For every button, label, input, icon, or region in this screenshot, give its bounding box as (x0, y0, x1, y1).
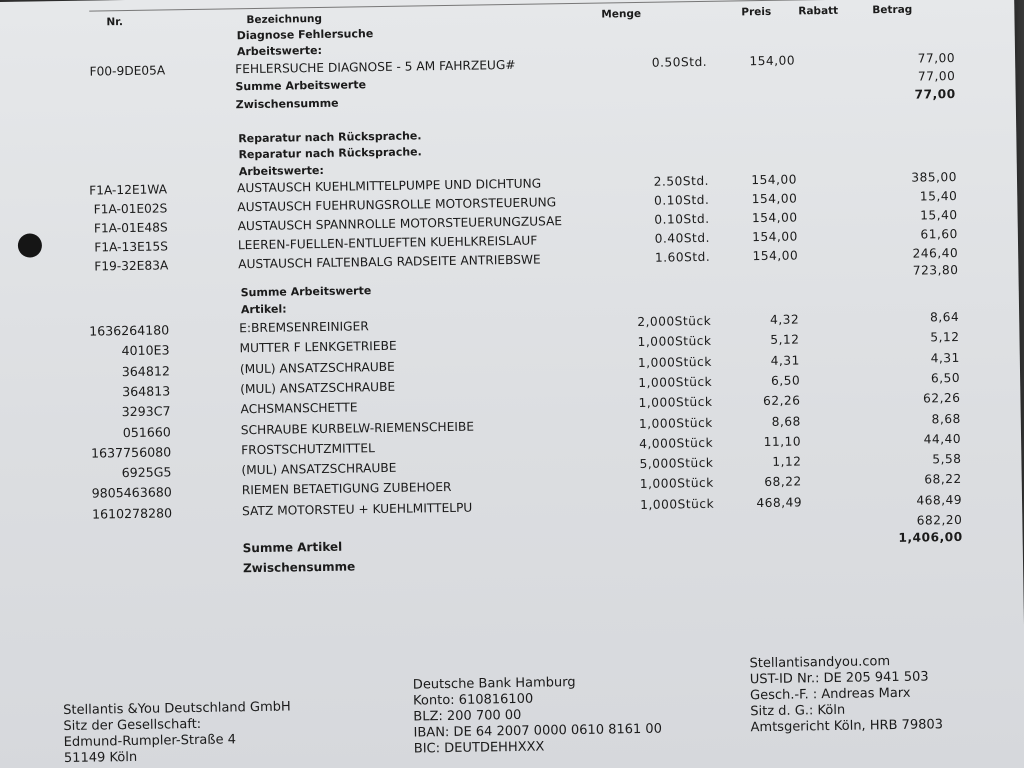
column-header-bezeichnung: Bezeichnung (246, 12, 323, 27)
item-number: 4010E3 (121, 342, 170, 359)
section-title: Diagnose Fehlersuche (236, 27, 374, 43)
summe-value: 77,00 (917, 68, 956, 84)
item-amount: 4,31 (930, 350, 960, 365)
artikel-label: Artikel: (240, 302, 287, 317)
item-quantity: 1,000Stück (638, 374, 713, 390)
item-description: AUSTAUSCH FUEHRUNGSROLLE MOTORSTEUERUNG (237, 195, 557, 215)
column-header-betrag: Betrag (872, 3, 913, 17)
arbeitswerte-label-2: Arbeitswerte: (238, 163, 324, 179)
item-number: 1637756080 (90, 444, 172, 461)
item-quantity: 0.10Std. (654, 211, 710, 227)
item-description: E:BREMSENREINIGER (239, 319, 369, 336)
item-description: RIEMEN BETAETIGUNG ZUBEHOER (241, 480, 452, 498)
summe-artikel-label: Summe Artikel (242, 539, 343, 556)
item-amount: 44,40 (923, 431, 962, 447)
item-quantity: 1,000Stück (640, 496, 715, 512)
item-amount: 468,49 (916, 492, 963, 508)
item-amount: 15,40 (919, 188, 958, 204)
footer-company: Stellantis &You Deutschland GmbH Sitz der Gesellschaft: Edmund-Rumpler-Straße 4 51149 Köln (63, 699, 291, 767)
item-quantity: 0.40Std. (654, 230, 710, 246)
item-description: SATZ MOTORSTEU + KUEHLMITTELPU (242, 500, 473, 518)
column-header-preis: Preis (741, 5, 772, 19)
item-description: FEHLERSUCHE DIAGNOSE - 5 AM FAHRZEUG# (235, 57, 516, 77)
item-number: F1A-01E48S (93, 220, 168, 236)
item-description: MUTTER F LENKGETRIEBE (239, 339, 397, 356)
item-number: 364813 (122, 383, 171, 399)
item-price: 154,00 (752, 248, 799, 264)
item-quantity: 0.10Std. (653, 192, 710, 208)
zwischensumme-label: Zwischensumme (235, 96, 339, 112)
item-quantity: 1.60Std. (654, 249, 711, 265)
item-price: 4,31 (770, 353, 800, 368)
item-description: LEEREN-FUELLEN-ENTLUEFTEN KUEHLKREISLAUF (237, 233, 538, 253)
item-description: AUSTAUSCH FALTENBALG RADSEITE ANTRIEBSWE (238, 252, 541, 272)
item-amount: 8,64 (929, 309, 960, 325)
item-amount: 246,40 (912, 245, 959, 261)
item-price: 154,00 (751, 172, 798, 188)
footer-bank: Deutsche Bank Hamburg Konto: 610816100 BLZ: 200 700 00 IBAN: DE 64 2007 0000 0610 8161 00 BIC: DEUTDEHHXXX (412, 675, 663, 757)
item-amount: 6,50 (930, 370, 961, 386)
item-price: 154,00 (752, 229, 798, 245)
arbeit-total-value: 723,80 (912, 262, 959, 278)
item-price: 11,10 (763, 434, 802, 449)
item-amount: 62,26 (922, 391, 961, 406)
item-price: 5,12 (770, 332, 800, 348)
column-header-nr: Nr. (106, 16, 123, 29)
column-header-rabatt: Rabatt (798, 4, 839, 18)
item-number: F19-32E83A (94, 258, 169, 274)
footer-legal: Stellantisandyou.com UST-ID Nr.: DE 205 941 503 Gesch.-F. : Andreas Marx Sitz d. G.: Köln Amtsgericht Köln, HRB 79803 (749, 654, 944, 736)
item-description: AUSTAUSCH KUEHLMITTELPUMPE UND DICHTUNG (236, 176, 542, 196)
item-quantity: 0.50Std. (651, 54, 708, 70)
section-reparatur-2: Reparatur nach Rücksprache. (238, 145, 422, 162)
section-reparatur-1: Reparatur nach Rücksprache. (238, 129, 422, 146)
item-number: F1A-01E02S (93, 201, 168, 217)
item-number: F1A-13E15S (94, 239, 169, 255)
item-price: 8,68 (771, 413, 801, 429)
item-amount: 385,00 (911, 169, 958, 185)
item-amount: 8,68 (931, 411, 961, 426)
item-amount: 61,60 (920, 226, 958, 242)
artikel-total-value: 682,20 (916, 512, 963, 528)
item-quantity: 2.50Std. (653, 173, 710, 189)
header-rule (89, 0, 979, 12)
item-number: 1636264180 (89, 322, 170, 339)
arbeitswerte-label-1: Arbeitswerte: (236, 43, 323, 59)
item-quantity: 1,000Stück (638, 415, 713, 431)
item-number: 051660 (122, 423, 171, 440)
item-description: (MUL) ANSATZSCHRAUBE (240, 379, 396, 397)
item-number: F1A-12E1WA (89, 182, 168, 198)
item-price: 62,26 (762, 393, 801, 409)
item-price: 6,50 (770, 373, 801, 388)
summe-label: Summe Arbeitswerte (235, 78, 367, 94)
zwischensumme-label-2: Zwischensumme (242, 559, 356, 576)
item-quantity: 1,000Stück (637, 334, 712, 350)
item-quantity: 4,000Stück (639, 435, 714, 451)
zwischensumme-value: 77,00 (914, 86, 956, 102)
item-price: 154,00 (751, 191, 798, 207)
item-number: F00-9DE05A (89, 63, 166, 79)
item-amount: 5,12 (930, 330, 960, 345)
item-description: (MUL) ANSATZSCHRAUBE (241, 460, 397, 478)
item-number: 364812 (121, 362, 171, 379)
item-quantity: 1,000Stück (637, 354, 712, 370)
item-number: 9805463680 (91, 484, 172, 501)
item-description: FROSTSCHUTZMITTEL (241, 440, 375, 458)
item-description: ACHSMANSCHETTE (240, 400, 358, 417)
summe-arbeitswerte-label-2: Summe Arbeitswerte (240, 284, 372, 300)
item-amount: 15,40 (920, 207, 958, 223)
item-price: 154,00 (749, 53, 796, 69)
item-amount: 68,22 (924, 472, 962, 487)
item-price: 1,12 (772, 454, 802, 469)
item-number: 1610278280 (91, 505, 173, 522)
item-quantity: 5,000Stück (639, 455, 714, 472)
item-price: 154,00 (751, 210, 798, 226)
item-quantity: 1,000Stück (639, 476, 714, 492)
item-price: 468,49 (756, 495, 803, 510)
item-amount: 77,00 (917, 50, 956, 66)
item-number: 3293C7 (121, 403, 171, 420)
item-amount: 5,58 (932, 452, 962, 467)
item-quantity: 1,000Stück (638, 395, 713, 411)
item-description: AUSTAUSCH SPANNROLLE MOTORSTEUERUNGZUSAE (237, 214, 563, 234)
item-number: 6925G5 (121, 464, 172, 481)
item-description: (MUL) ANSATZSCHRAUBE (239, 359, 395, 376)
column-header-menge: Menge (601, 7, 642, 21)
item-quantity: 2,000Stück (637, 313, 712, 329)
item-price: 4,32 (769, 312, 800, 327)
item-description: SCHRAUBE KURBELW-RIEMENSCHEIBE (240, 419, 475, 437)
item-price: 68,22 (764, 474, 802, 490)
zwischensumme-value-2: 1,406,00 (898, 529, 963, 545)
